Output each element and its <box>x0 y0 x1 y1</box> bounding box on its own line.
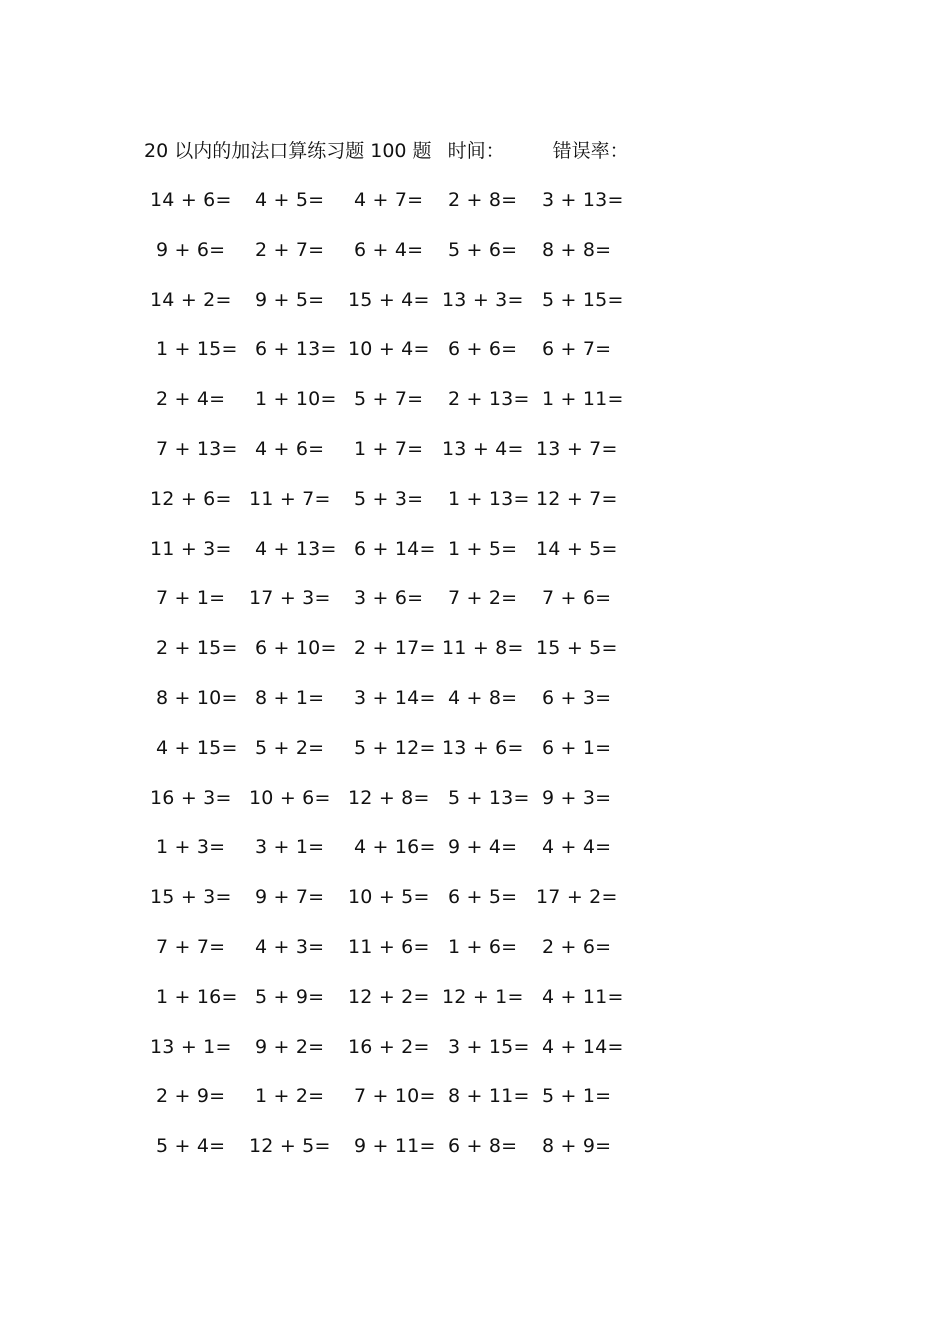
math-problem: 15 + 5= <box>536 637 618 660</box>
math-problem: 2 + 9= <box>156 1085 226 1108</box>
math-problem: 8 + 10= <box>156 687 238 709</box>
math-problem: 10 + 5= <box>348 886 430 909</box>
math-problem: 1 + 6= <box>448 936 518 958</box>
math-problem: 6 + 1= <box>542 736 612 759</box>
math-problem: 4 + 15= <box>156 736 238 759</box>
math-problem: 2 + 15= <box>156 637 238 660</box>
math-problem: 11 + 7= <box>249 487 331 510</box>
math-problem: 1 + 5= <box>448 537 518 560</box>
math-problem: 9 + 6= <box>156 238 226 261</box>
math-problem: 4 + 8= <box>448 687 518 709</box>
math-problem: 6 + 5= <box>448 886 518 909</box>
math-problem: 5 + 3= <box>354 487 424 510</box>
math-problem: 5 + 2= <box>255 736 325 759</box>
math-problem: 12 + 2= <box>348 985 430 1008</box>
math-problem: 4 + 11= <box>542 985 624 1008</box>
math-problem: 2 + 4= <box>156 388 226 411</box>
math-problem: 3 + 15= <box>448 1035 530 1058</box>
math-problem: 2 + 6= <box>542 936 612 958</box>
math-problem: 16 + 3= <box>150 786 232 809</box>
math-problem: 9 + 2= <box>255 1035 325 1058</box>
math-problem: 11 + 6= <box>348 936 430 958</box>
math-problem: 9 + 4= <box>448 836 518 859</box>
math-problem: 6 + 13= <box>255 338 337 361</box>
math-problem: 11 + 8= <box>442 637 524 660</box>
math-problem: 12 + 1= <box>442 985 524 1008</box>
math-problem: 14 + 2= <box>150 288 232 311</box>
math-problem: 6 + 14= <box>354 537 436 560</box>
math-problem: 14 + 6= <box>150 189 232 211</box>
math-problem: 10 + 4= <box>348 338 430 361</box>
math-problem: 12 + 7= <box>536 487 618 510</box>
math-problem: 11 + 3= <box>150 537 232 560</box>
math-problem: 4 + 5= <box>255 189 325 211</box>
math-problem: 5 + 12= <box>354 736 436 759</box>
math-problem: 4 + 13= <box>255 537 337 560</box>
math-problem: 13 + 4= <box>442 438 524 460</box>
math-problem: 6 + 4= <box>354 238 424 261</box>
math-problem: 2 + 8= <box>448 189 518 211</box>
math-problem: 5 + 6= <box>448 238 518 261</box>
math-problem: 6 + 3= <box>542 687 612 709</box>
math-problem: 13 + 6= <box>442 736 524 759</box>
math-problem: 12 + 5= <box>249 1135 331 1158</box>
math-problem: 13 + 3= <box>442 288 524 311</box>
math-problem: 4 + 14= <box>542 1035 624 1058</box>
math-problem: 1 + 15= <box>156 338 238 361</box>
math-problem: 3 + 1= <box>255 836 325 859</box>
math-problem: 6 + 10= <box>255 637 337 660</box>
math-problem: 8 + 9= <box>542 1135 612 1158</box>
math-problem: 4 + 7= <box>354 189 424 211</box>
math-problem: 14 + 5= <box>536 537 618 560</box>
math-problem: 5 + 7= <box>354 388 424 411</box>
math-problem: 9 + 11= <box>354 1135 436 1158</box>
math-problem: 5 + 4= <box>156 1135 226 1158</box>
math-problem: 3 + 13= <box>542 189 624 211</box>
math-problem: 10 + 6= <box>249 786 331 809</box>
math-problem: 4 + 3= <box>255 936 325 958</box>
math-problem: 1 + 7= <box>354 438 424 460</box>
math-problem: 12 + 8= <box>348 786 430 809</box>
math-problem: 3 + 6= <box>354 587 424 610</box>
math-problem: 7 + 10= <box>354 1085 436 1108</box>
math-problem: 2 + 13= <box>448 388 530 411</box>
math-problem: 15 + 4= <box>348 288 430 311</box>
time-label: 时间： <box>447 140 505 162</box>
worksheet-title: 20 以内的加法口算练习题 100 题 <box>144 140 432 162</box>
math-problem: 9 + 3= <box>542 786 612 809</box>
math-problem: 5 + 15= <box>542 288 624 311</box>
math-problem: 1 + 16= <box>156 985 238 1008</box>
math-problem: 3 + 14= <box>354 687 436 709</box>
math-problem: 5 + 1= <box>542 1085 612 1108</box>
math-problem: 4 + 6= <box>255 438 325 460</box>
math-problem: 7 + 13= <box>156 438 238 460</box>
math-problem: 13 + 1= <box>150 1035 232 1058</box>
math-problem: 7 + 1= <box>156 587 226 610</box>
math-problem: 1 + 3= <box>156 836 226 859</box>
math-problem: 5 + 9= <box>255 985 325 1008</box>
math-problem: 6 + 8= <box>448 1135 518 1158</box>
math-problem: 4 + 16= <box>354 836 436 859</box>
math-problem: 15 + 3= <box>150 886 232 909</box>
math-problem: 2 + 17= <box>354 637 436 660</box>
math-problem: 5 + 13= <box>448 786 530 809</box>
math-problem: 7 + 7= <box>156 936 226 958</box>
math-problem: 7 + 2= <box>448 587 518 610</box>
math-problem: 1 + 13= <box>448 487 530 510</box>
math-problem: 4 + 4= <box>542 836 612 859</box>
math-problem: 1 + 11= <box>542 388 624 411</box>
math-problem: 8 + 11= <box>448 1085 530 1108</box>
math-problem: 13 + 7= <box>536 438 618 460</box>
math-problem: 1 + 10= <box>255 388 337 411</box>
error-rate-label: 错误率： <box>552 140 629 162</box>
math-problem: 12 + 6= <box>150 487 232 510</box>
math-problem: 8 + 8= <box>542 238 612 261</box>
math-problem: 9 + 5= <box>255 288 325 311</box>
math-problem: 9 + 7= <box>255 886 325 909</box>
math-problem: 2 + 7= <box>255 238 325 261</box>
math-problem: 6 + 7= <box>542 338 612 361</box>
math-problem: 7 + 6= <box>542 587 612 610</box>
math-problem: 1 + 2= <box>255 1085 325 1108</box>
math-problem: 17 + 2= <box>536 886 618 909</box>
math-problem: 6 + 6= <box>448 338 518 361</box>
math-problem: 16 + 2= <box>348 1035 430 1058</box>
math-problem: 8 + 1= <box>255 687 325 709</box>
math-problem: 17 + 3= <box>249 587 331 610</box>
